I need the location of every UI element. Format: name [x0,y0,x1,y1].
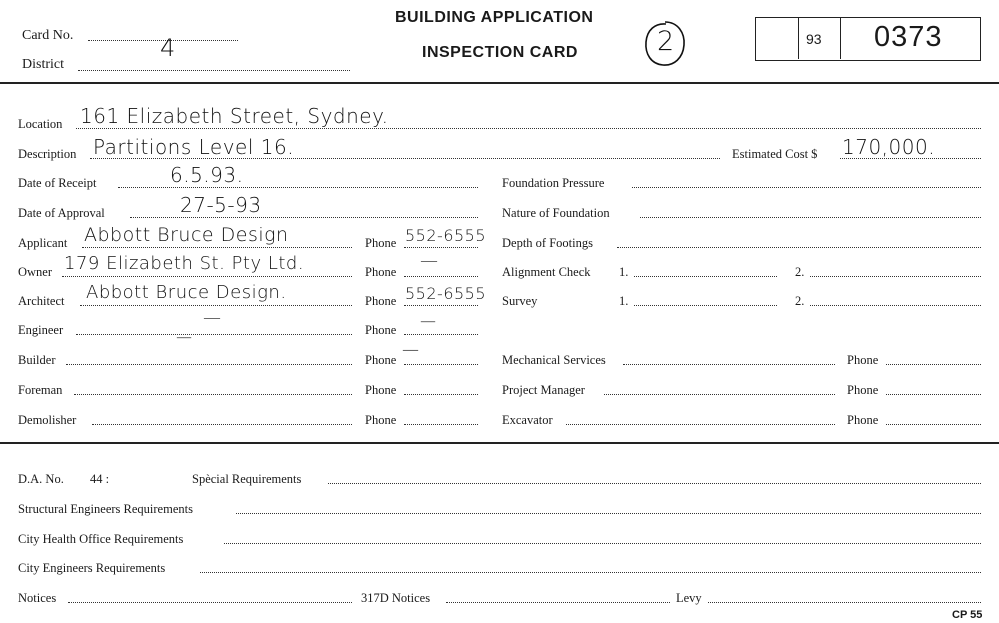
mechanical-phone-label: Phone [847,353,879,367]
engineer-label: Engineer [18,323,64,337]
builder-phone-value: — [402,340,420,360]
applicant-value: Abbott Bruce Design [84,224,289,246]
city-health-requirements-label: City Health Office Requirements [18,532,184,546]
engineer-line [76,334,352,335]
date-approval-value: 27-5-93 [180,193,262,217]
architect-value: Abbott Bruce Design. [86,282,287,303]
builder-line [66,364,352,365]
alignment-1-line [634,276,777,277]
foreman-phone-label: Phone [365,383,397,397]
demolisher-phone-label: Phone [365,413,397,427]
structural-requirements-label: Structural Engineers Requirements [18,502,193,516]
architect-line [80,305,352,306]
form-title-line1: BUILDING APPLICATION [395,9,594,26]
estimated-cost-label: Estimated Cost $ [732,147,818,161]
da-no-label: D.A. No. [18,472,64,486]
architect-phone-value: 552-6555 [405,284,487,303]
survey-label: Survey [502,294,538,308]
year-box: 93 [806,31,822,47]
project-manager-line [604,394,835,395]
survey-2-line [810,305,981,306]
architect-phone-line [404,305,478,306]
builder-phone-label: Phone [365,353,397,367]
foreman-label: Foreman [18,383,63,397]
notices-317d-line [446,602,670,603]
alignment-check-label: Alignment Check [502,265,591,279]
structural-requirements-line [236,513,981,514]
alignment-2-label: 2. [795,265,805,279]
survey-1-label: 1. [619,294,629,308]
demolisher-label: Demolisher [18,413,77,427]
applicant-phone-label: Phone [365,236,397,250]
depth-footings-label: Depth of Footings [502,236,593,250]
excavator-line [566,424,835,425]
project-manager-label: Project Manager [502,383,585,397]
date-receipt-value: 6.5.93. [170,163,244,187]
owner-line [62,276,352,277]
form-code: CP 55 [952,609,983,621]
levy-label: Levy [676,591,702,605]
nature-foundation-label: Nature of Foundation [502,206,610,220]
excavator-label: Excavator [502,413,553,427]
demolisher-phone-line [404,424,478,425]
card-no-value: 4 [160,34,176,62]
builder-phone-line [404,364,478,365]
section-divider [0,442,999,444]
special-requirements-line [328,483,981,484]
engineer-phone-value: — [420,311,437,330]
notices-317d-label: 317D Notices [361,591,431,605]
mechanical-phone-line [886,364,981,365]
header-divider [0,82,999,84]
da-no-value: 44 : [90,472,110,486]
card-number: 0373 [874,21,943,53]
project-manager-phone-line [886,394,981,395]
engineer-value: — [203,307,222,328]
applicant-label: Applicant [18,236,68,250]
levy-line [708,602,981,603]
nature-foundation-line [640,217,981,218]
engineer-phone-line [404,334,478,335]
estimated-cost-value: 170,000. [842,135,936,159]
description-value: Partitions Level 16. [93,135,295,159]
owner-label: Owner [18,265,53,279]
engineer-mark: — [176,327,193,346]
architect-phone-label: Phone [365,294,397,308]
date-receipt-line [118,187,478,188]
excavator-phone-line [886,424,981,425]
applicant-phone-line [404,247,478,248]
demolisher-line [92,424,352,425]
description-label: Description [18,147,77,161]
city-health-requirements-line [224,543,981,544]
architect-label: Architect [18,294,65,308]
owner-value: 179 Elizabeth St. Pty Ltd. [64,253,305,274]
notices-line [68,602,352,603]
survey-1-line [634,305,777,306]
date-approval-line [130,217,478,218]
builder-label: Builder [18,353,56,367]
location-value: 161 Elizabeth Street, Sydney. [80,104,389,128]
owner-phone-value: — [420,250,439,271]
project-manager-phone-label: Phone [847,383,879,397]
form-title-line2: INSPECTION CARD [422,44,578,61]
applicant-phone-value: 552-6555 [405,226,487,245]
notices-label: Notices [18,591,57,605]
circled-number: 2 [657,26,675,57]
mechanical-label: Mechanical Services [502,353,606,367]
foreman-phone-line [404,394,478,395]
foundation-pressure-label: Foundation Pressure [502,176,605,190]
box-divider [840,18,841,59]
depth-footings-line [617,247,981,248]
card-number-box [755,17,981,61]
engineer-phone-label: Phone [365,323,397,337]
foundation-pressure-line [632,187,981,188]
survey-2-label: 2. [795,294,805,308]
owner-phone-line [404,276,478,277]
date-receipt-label: Date of Receipt [18,176,97,190]
location-label: Location [18,117,63,131]
owner-phone-label: Phone [365,265,397,279]
box-divider [798,18,799,59]
foreman-line [74,394,352,395]
special-requirements-label: Spècial Requirements [192,472,302,486]
district-label: District [22,57,64,72]
date-approval-label: Date of Approval [18,206,105,220]
excavator-phone-label: Phone [847,413,879,427]
card-no-label: Card No. [22,28,74,43]
applicant-line [82,247,352,248]
location-line [76,128,981,129]
mechanical-line [623,364,835,365]
city-engineers-requirements-label: City Engineers Requirements [18,561,166,575]
city-engineers-requirements-line [200,572,981,573]
district-line [78,70,350,71]
alignment-2-line [810,276,981,277]
alignment-1-label: 1. [619,265,629,279]
